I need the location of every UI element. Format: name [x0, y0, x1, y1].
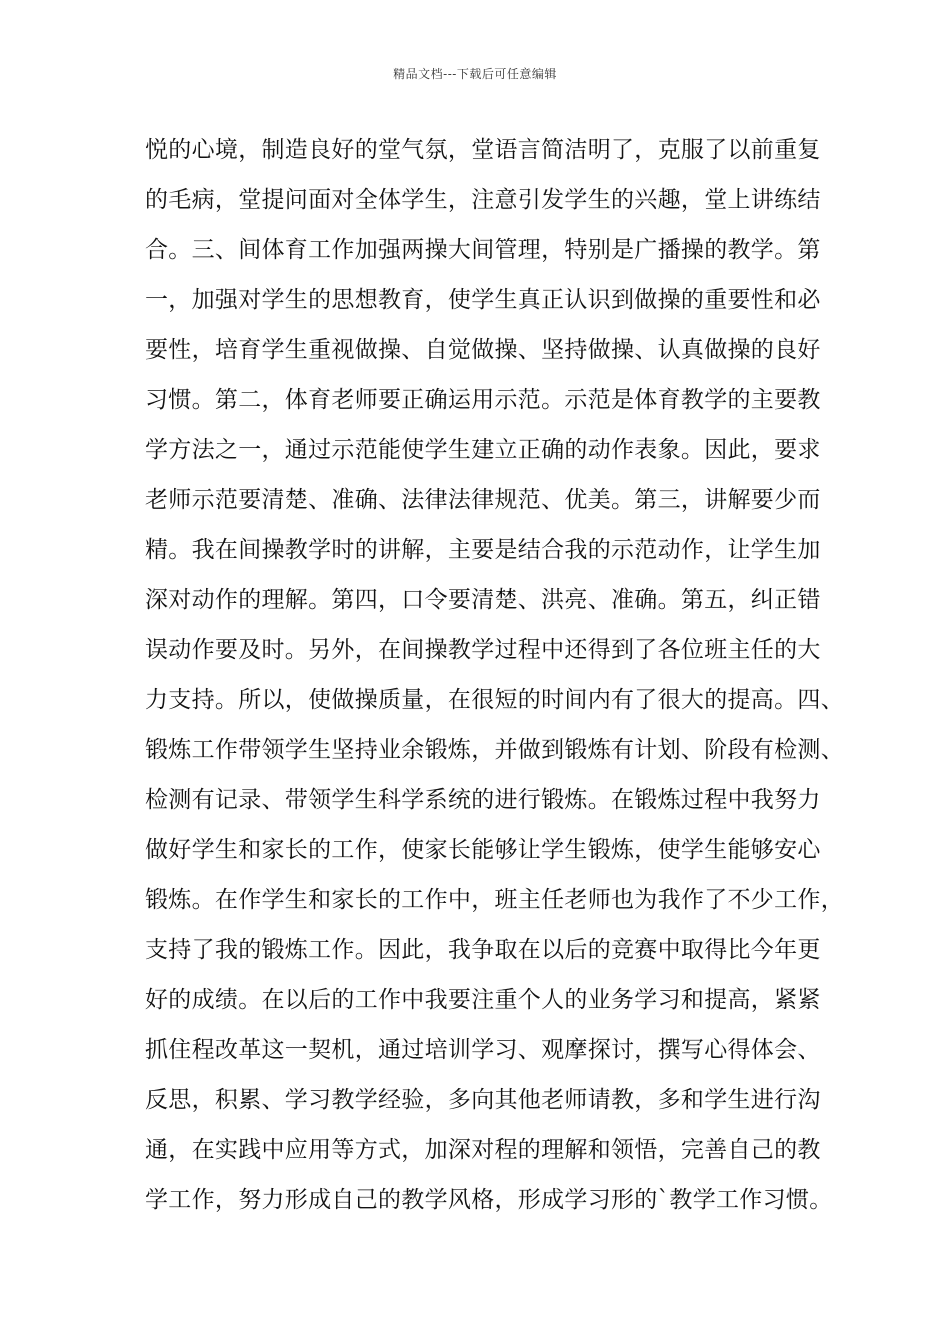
- text-line: 支持了我的锻炼工作。因此，我争取在以后的竞赛中取得比今年更: [145, 937, 821, 963]
- text-line: 检测有记录、带领学生科学系统的进行锻炼。在锻炼过程中我努力: [145, 787, 821, 813]
- text-line: 力支持。所以，使做操质量，在很短的时间内有了很大的提高。四、: [145, 687, 844, 713]
- text-line: 学工作，努力形成自己的教学风格，形成学习形的`教学工作习惯。: [145, 1187, 833, 1213]
- text-line: 深对动作的理解。第四，口令要清楚、洪亮、准确。第五，纠正错: [145, 587, 821, 613]
- page-header: 精品文档---下载后可任意编辑: [393, 67, 557, 81]
- text-line: 的毛病，堂提问面对全体学生，注意引发学生的兴趣，堂上讲练结: [145, 187, 821, 213]
- text-line: 反思，积累、学习教学经验，多向其他老师请教，多和学生进行沟: [145, 1087, 821, 1113]
- text-line: 悦的心境，制造良好的堂气氛，堂语言简洁明了，克服了以前重复: [145, 137, 821, 163]
- text-line: 通，在实践中应用等方式，加深对程的理解和领悟，完善自己的教: [145, 1137, 821, 1163]
- text-line: 误动作要及时。另外，在间操教学过程中还得到了各位班主任的大: [145, 637, 821, 663]
- text-line: 合。三、间体育工作加强两操大间管理，特别是广播操的教学。第: [145, 237, 821, 263]
- text-line: 做好学生和家长的工作，使家长能够让学生锻炼，使学生能够安心: [145, 837, 821, 863]
- text-line: 要性，培育学生重视做操、自觉做操、坚持做操、认真做操的良好: [145, 337, 821, 363]
- text-line: 一，加强对学生的思想教育，使学生真正认识到做操的重要性和必: [145, 287, 821, 313]
- body-text: [145, 125, 844, 1225]
- text-line: 精。我在间操教学时的讲解，主要是结合我的示范动作，让学生加: [145, 537, 821, 563]
- text-line: 抓住程改革这一契机，通过培训学习、观摩探讨，撰写心得体会、: [145, 1037, 821, 1063]
- text-line: 习惯。第二，体育老师要正确运用示范。示范是体育教学的主要教: [145, 387, 821, 413]
- text-line: 好的成绩。在以后的工作中我要注重个人的业务学习和提高，紧紧: [145, 987, 821, 1013]
- text-line: 锻炼。在作学生和家长的工作中，班主任老师也为我作了不少工作，: [145, 887, 844, 913]
- text-line: 学方法之一，通过示范能使学生建立正确的动作表象。因此，要求: [145, 437, 821, 463]
- text-line: 老师示范要清楚、准确、法律法律规范、优美。第三，讲解要少而: [145, 487, 821, 513]
- text-line: 锻炼工作带领学生坚持业余锻炼，并做到锻炼有计划、阶段有检测、: [145, 737, 844, 763]
